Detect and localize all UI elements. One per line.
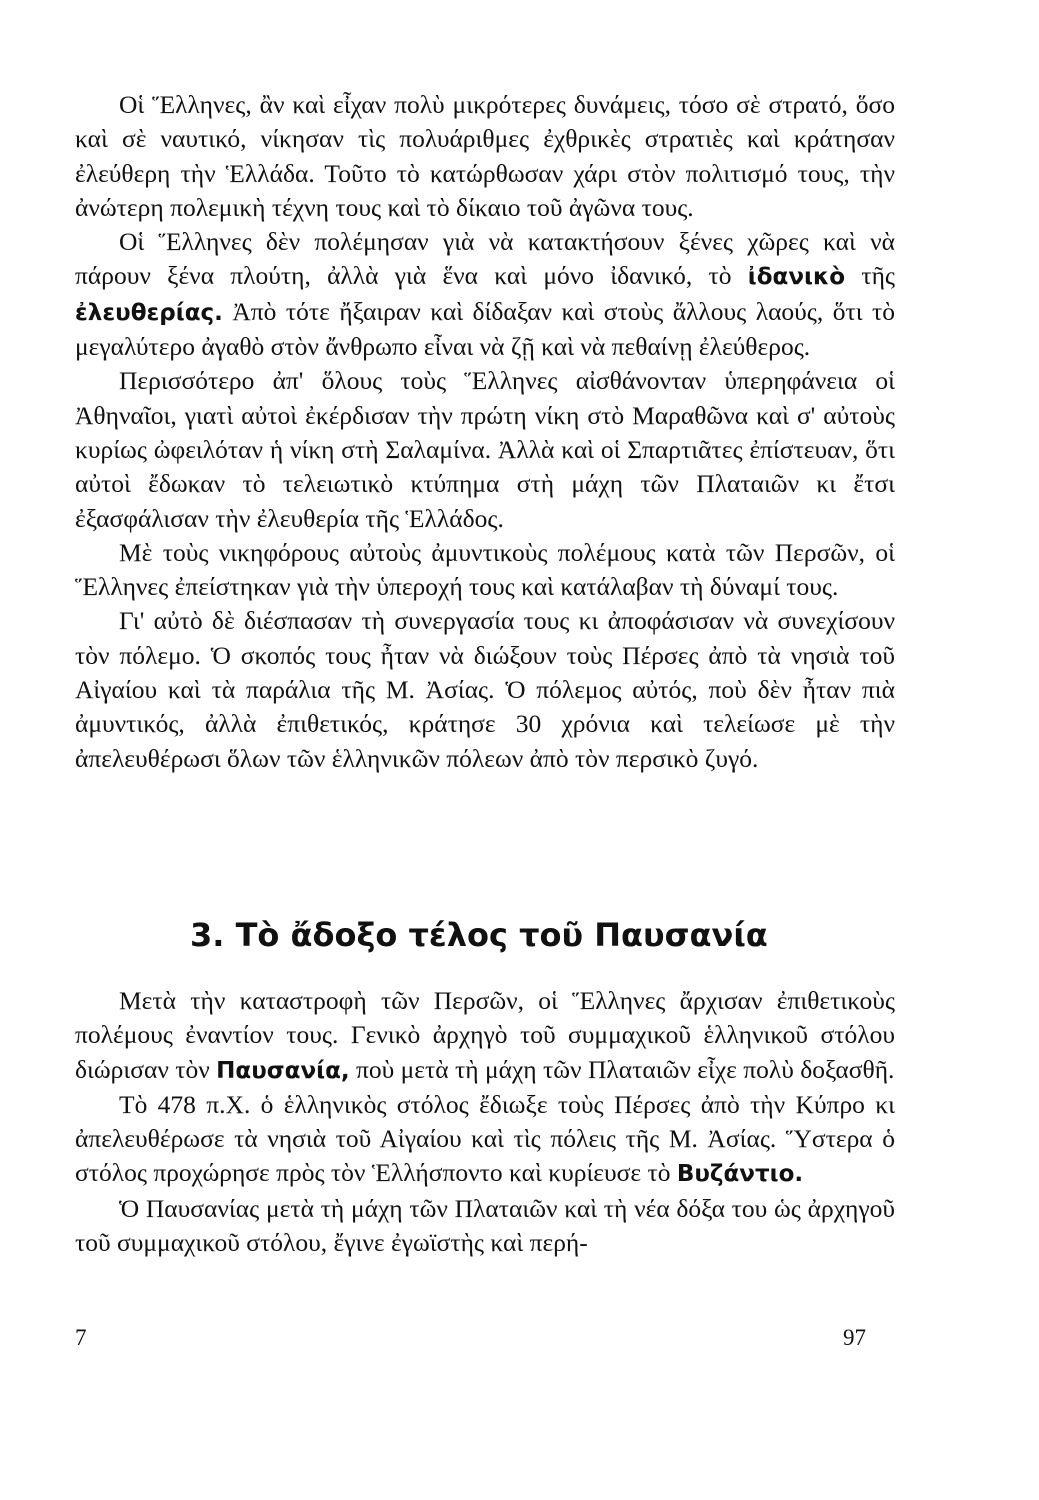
signature-mark: 7: [75, 1325, 87, 1350]
paragraph: Οἱ Ἕλληνες, ἂν καὶ εἶχαν πολὺ μικρότερες δυνάμεις, τόσο σὲ στρατό, ὅσο καὶ σὲ ναυτικό, νίκησαν τὶς πολυάριθμες ἐχθρικὲς στρατιὲς καὶ κράτησαν ἐλεύθερη τὴν Ἑλλάδα. Τοῦτο τὸ κατώρθωσαν χάρι στὸν πολιτισμό τους, τὴν ἀνώτερη πολεμικὴ τέχνη τους καὶ τὸ δίκαιο τοῦ ἀγῶνα τους.: [75, 90, 895, 222]
text-section-bottom: [75, 984, 895, 1260]
paragraph-text: ποὺ μετὰ τὴ μάχη τῶν Πλαταιῶν εἶχε πολὺ δοξασθῆ.: [356, 1054, 895, 1084]
paragraph: Γι' αὐτὸ δὲ διέσπασαν τὴ συνεργασία τους κι ἀποφάσισαν νὰ συνεχίσουν τὸν πόλεμο. Ὁ σκοπός τους ἦταν νὰ διώξουν τοὺς Πέρσες ἀπὸ τὰ νησιὰ τοῦ Αἰγαίου καὶ τὰ παράλια τῆς Μ. Ἀσίας. Ὁ πόλεμος αὐτός, ποὺ δὲν ἦταν πιὰ ἀμυντικός, ἀλλὰ ἐπιθετικός, κράτησε 30 χρόνια καὶ τελείωσε μὲ τὴν ἀπελευθέρωσι ὅλων τῶν ἑλληνικῶν πόλεων ἀπὸ τὸν περσικὸ ζυγό.: [75, 606, 895, 773]
paragraph: Περισσότερο ἀπ' ὅλους τοὺς Ἕλληνες αἰσθάνονταν ὑπερηφάνεια οἱ Ἀθηναῖοι, γιατὶ αὐτοὶ ἐκέρδισαν τὴν πρώτη νίκη στὸ Μαραθῶνα καὶ σ' αὐτοὺς κυρίως ὠφειλόταν ἡ νίκη στὴ Σαλαμίνα. Ἀλλὰ καὶ οἱ Σπαρτιᾶτες ἐπίστευαν, ὅτι αὐτοὶ ἔδωκαν τὸ τελειωτικὸ κτύπημα στὴ μάχη τῶν Πλαταιῶν κι ἔτσι ἐξασφάλισαν τὴν ἐλευθερία τῆς Ἑλλάδος.: [75, 366, 895, 533]
text-section-top: [75, 88, 895, 776]
paragraph: [75, 225, 895, 364]
paragraph: Μὲ τοὺς νικηφόρους αὐτοὺς ἀμυντικοὺς πολέμους κατὰ τῶν Περσῶν, οἱ Ἕλληνες ἐπείστηκαν γιὰ τὴν ὑπεροχή τους καὶ κατάλαβαν τὴ δύναμί τους.: [75, 537, 895, 602]
section-heading: 3. Τὸ ἄδοξο τέλος τοῦ Παυσανία: [190, 916, 768, 954]
paragraph: [75, 1088, 895, 1192]
paragraph: [75, 984, 895, 1088]
paragraph-text: τῆς: [861, 261, 896, 291]
page-number: 97: [843, 1325, 866, 1350]
paragraph-text: Οἱ Ἕλληνες δὲν πολέμησαν γιὰ νὰ κατακτήσουν ξένες χῶρες καὶ νὰ πάρουν ξένα πλούτη, ἀλλὰ γιὰ ἕνα καὶ μόνο ἰδανικό, τὸ: [75, 227, 895, 291]
paragraph-text: Μετὰ τὴν καταστροφὴ τῶν Περσῶν, οἱ Ἕλληνες ἄρχισαν ἐπιθετικοὺς πολέμους ἐναντίον τους. Γενικὸ ἀρχηγὸ τοῦ συμμαχικοῦ ἑλληνικοῦ στόλου διώρισαν τὸν: [75, 986, 895, 1084]
emphasis-text: ἰδανικὸ: [747, 264, 846, 291]
paragraph-text: Τὸ 478 π.Χ. ὁ ἑλληνικὸς στόλος ἔδιωξε τοὺς Πέρσες ἀπὸ τὴν Κύπρο κι ἀπελευθέρωσε τὰ νησιὰ τοῦ Αἰγαίου καὶ τὶς πόλεις τῆς Μ. Ἀσίας. Ὕστερα ὁ στόλος προχώρησε πρὸς τὸν Ἑλλήσποντο καὶ κυρίευσε τὸ: [75, 1089, 895, 1188]
emphasis-text: Παυσανία,: [216, 1057, 350, 1084]
emphasis-text: Βυζάντιο.: [676, 1161, 804, 1188]
paragraph-text: Ἀπὸ τότε ἤξαιραν καὶ δίδαξαν καὶ στοὺς ἄλλους λαούς, ὅτι τὸ μεγαλύτερο ἀγαθὸ στὸν ἄνθρωπο εἶναι νὰ ζῇ καὶ νὰ πεθαίνῃ ἐλεύθερος.: [75, 296, 896, 362]
paragraph: Ὁ Παυσανίας μετὰ τὴ μάχη τῶν Πλαταιῶν καὶ τὴ νέα δόξα του ὡς ἀρχηγοῦ τοῦ συμμαχικοῦ στόλου, ἔγινε ἐγωϊστὴς καὶ περή-: [75, 1193, 895, 1258]
emphasis-text: ἐλευθερίας.: [75, 299, 223, 326]
